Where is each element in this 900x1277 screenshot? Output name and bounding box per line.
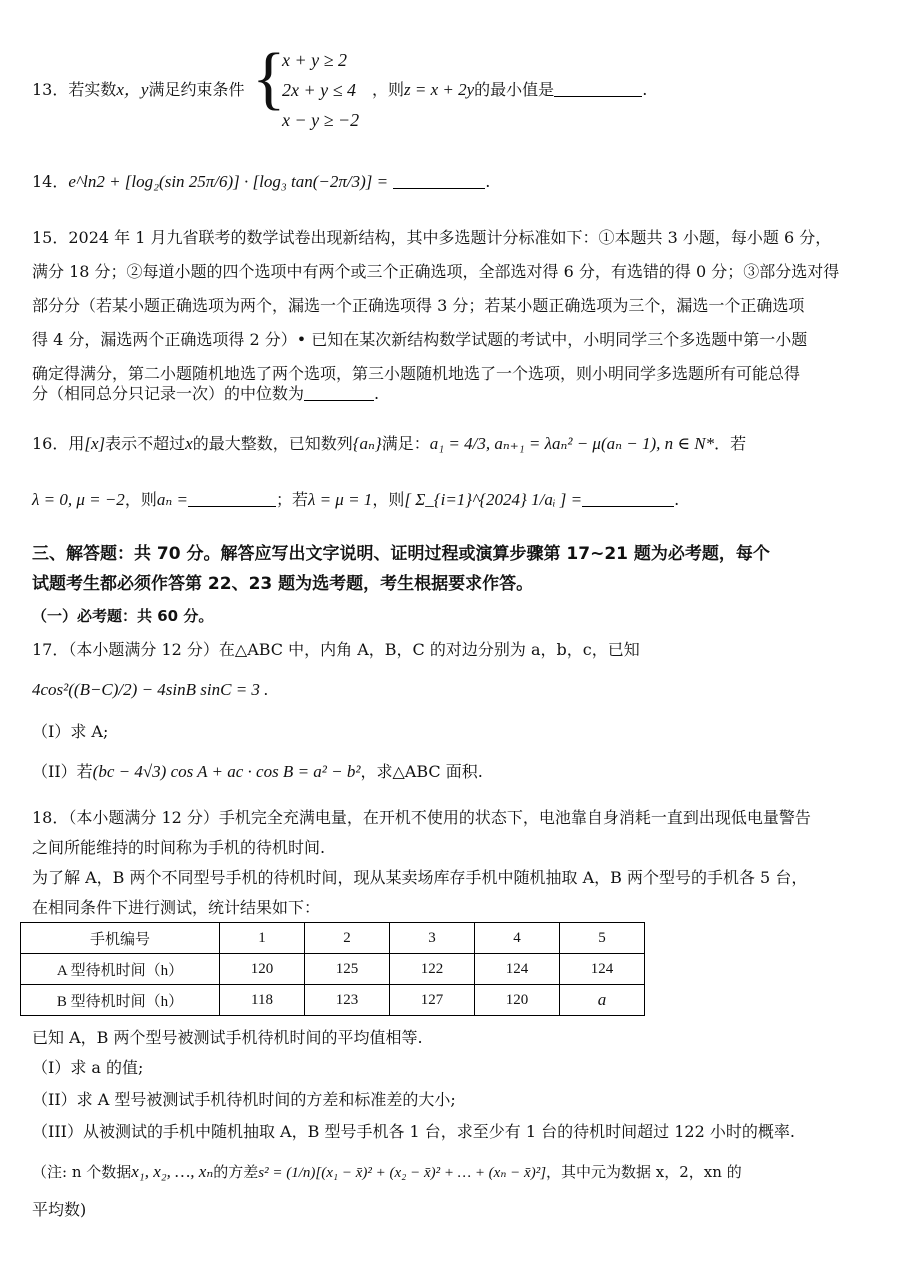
q16-line-2	[32, 490, 679, 510]
table-header-cell: 3	[390, 923, 475, 954]
q15-line-6	[32, 384, 379, 404]
q14-number: 14．	[32, 172, 69, 191]
standby-time-table	[20, 922, 645, 1016]
q17-part-2	[32, 762, 483, 782]
table-cell: 123	[305, 985, 390, 1016]
q16-text-c: 表示不超过	[105, 434, 186, 453]
q18-line-1: 18．（本小题满分 12 分）手机完全充满电量，在开机不使用的状态下，电池靠自身消耗一直到出现低电量警告	[32, 808, 811, 827]
q18-after-table: 已知 A，B 两个型号被测试手机待机时间的平均值相等.	[32, 1028, 423, 1047]
q18-note-text-a: （注: n 个数据	[32, 1163, 132, 1181]
q16-case-1: λ = 0, μ = −2	[32, 490, 125, 509]
q13-vars: x，y	[116, 80, 149, 99]
q15-end: .	[374, 384, 380, 403]
table-cell: 124	[560, 954, 645, 985]
q18-part-1: （I）求 a 的值;	[32, 1058, 144, 1077]
table-cell: A 型待机时间（h）	[21, 954, 220, 985]
q16-line-1	[32, 434, 746, 454]
q13-constraint-3: x − y ≥ −2	[282, 110, 360, 130]
section-subtitle: （一）必考题：共 60 分。	[32, 607, 214, 625]
table-cell: 120	[475, 985, 560, 1016]
table-header-cell: 5	[560, 923, 645, 954]
table-row	[21, 985, 645, 1016]
table-cell: a	[560, 985, 645, 1016]
table-cell: 125	[305, 954, 390, 985]
q13-constraint-1: x + y ≥ 2	[282, 50, 348, 70]
q15-line-1: 15．2024 年 1 月九省联考的数学试卷出现新结构，其中多选题计分标准如下：①本题共 3 小题，每小题 6 分，	[32, 228, 832, 247]
q13-answer-blank	[554, 82, 642, 97]
q16-answer-blank-2	[582, 492, 674, 507]
q14-expression: e^ln2 + [log₂(sin 25π/6)] · [log₃ tan(−2π/3)] =	[68, 172, 389, 191]
q18-note-data: x₁, x₂, …, xₙ	[131, 1162, 214, 1181]
q16-text-b: ，则	[124, 490, 157, 509]
q16-case-2: λ = μ = 1	[307, 490, 373, 509]
q15-line-4: 得 4 分，漏选两个正确选项得 2 分）• 已知在某次新结构数学试题的考试中，小明同学三个多选题中第一小题	[32, 330, 808, 349]
table-cell: 124	[475, 954, 560, 985]
q18-line-4: 在相同条件下进行测试，统计结果如下：	[32, 898, 321, 917]
q14-end: .	[485, 172, 491, 191]
table-cell: 120	[220, 954, 305, 985]
q18-part-3: （III）从被测试的手机中随机抽取 A，B 型号手机各 1 台，求至少有 1 台的待机时间超过 122 小时的概率.	[32, 1122, 795, 1141]
q14-line	[32, 172, 490, 192]
q13-line	[32, 80, 245, 100]
q17-part2-equation: (bc − 4√3) cos A + ac · cos B = a² − b²	[92, 762, 361, 781]
table-header-cell: 4	[475, 923, 560, 954]
q13-number: 13．	[32, 80, 69, 99]
q17-part2-tail: ，求△ABC 面积.	[360, 762, 483, 781]
table-cell: 122	[390, 954, 475, 985]
q16-text-g: 满足：	[381, 434, 430, 453]
table-cell: 127	[390, 985, 475, 1016]
table-row	[21, 954, 645, 985]
q16-text-e: 的最大整数，已知数列	[192, 434, 353, 453]
q18-variance-formula: s² = (1/n)[(x₁ − x̄)² + (x₂ − x̄)² + … + (xₙ − x̄)²]	[258, 1165, 547, 1181]
q16-answer-blank-1	[188, 492, 276, 507]
table-header-cell: 手机编号	[21, 923, 220, 954]
section-title-2: 试题考生都必须作答第 22、23 题为选考题，考生根据要求作答。	[32, 574, 534, 594]
q18-part-2: （II）求 A 型号被测试手机待机时间的方差和标准差的大小;	[32, 1090, 456, 1109]
q13-text-2: 满足约束条件	[148, 80, 245, 99]
q16-sequence: {aₙ}	[352, 434, 382, 453]
q18-note-text-c: 的方差	[213, 1163, 259, 1181]
table-header-row	[21, 923, 645, 954]
q14-answer-blank	[393, 174, 485, 189]
table-header-cell: 2	[305, 923, 390, 954]
q15-line-2: 满分 18 分；②每道小题的四个选项中有两个或三个正确选项，全部选对得 6 分，有选错的得 0 分；③部分选对得	[32, 262, 840, 281]
q15-last-text: 分（相同总分只记录一次）的中位数为	[32, 384, 305, 403]
q16-text-a: 16．用	[32, 434, 85, 453]
q18-line-3: 为了解 A，B 两个不同型号手机的待机时间，现从某卖场库存手机中随机抽取 A，B 两个型号的手机各 5 台，	[32, 868, 808, 887]
table-cell: 118	[220, 985, 305, 1016]
q13-end: .	[642, 80, 648, 99]
q15-line-3: 部分分（若某小题正确选项为两个，漏选一个正确选项得 3 分；若某小题正确选项为三个，漏选一个正确选项	[32, 296, 805, 315]
q16-floor: [x]	[84, 434, 106, 453]
q13-tail-text-2: 的最小值是	[474, 80, 555, 99]
table-header-cell: 1	[220, 923, 305, 954]
q16-an: aₙ =	[156, 490, 188, 509]
q16-end: .	[674, 490, 680, 509]
q17-part2-text: （II）若	[32, 762, 93, 781]
q18-note-end: 平均数)	[32, 1200, 87, 1219]
q16-sum: [ Σ_{i=1}^{2024} 1/aᵢ ] =	[404, 490, 583, 509]
q18-note	[32, 1162, 742, 1183]
q17-part-1: （I）求 A;	[32, 722, 109, 741]
q13-tail	[372, 80, 647, 100]
q16-text-f: ，则	[372, 490, 405, 509]
q16-text-i: ．若	[714, 434, 747, 453]
section-title-1: 三、解答题：共 70 分。解答应写出文字说明、证明过程或演算步骤第 17~21 题为必考题，每个	[32, 544, 770, 564]
q15-line-5: 确定得满分，第二小题随机地选了两个选项，第三小题随机地选了一个选项，则小明同学多选题所有可能总得	[32, 364, 801, 383]
q17-line-1: 17．（本小题满分 12 分）在△ABC 中，内角 A，B，C 的对边分别为 a，b，c，已知	[32, 640, 640, 659]
q13-constraint-2: 2x + y ≤ 4	[282, 80, 357, 100]
q15-answer-blank	[304, 386, 374, 401]
q17-condition: 4cos²((B−C)/2) − 4sinB sinC = 3 .	[32, 680, 269, 699]
q16-var-x: x	[185, 434, 193, 453]
table-cell: B 型待机时间（h）	[21, 985, 220, 1016]
q16-text-d: ；若	[275, 490, 308, 509]
q13-brace: {	[252, 40, 286, 117]
q13-tail-text: ，则	[372, 80, 405, 99]
q18-line-2: 之间所能维持的时间称为手机的待机时间.	[32, 838, 326, 857]
q13-text: 若实数	[68, 80, 117, 99]
q18-note-text-e: ，其中元为数据 x，2，xn 的	[546, 1163, 742, 1181]
q13-objective: z = x + 2y	[404, 80, 475, 99]
q16-recurrence: a₁ = 4/3, aₙ₊₁ = λaₙ² − μ(aₙ − 1), n ∈ N*	[429, 434, 715, 453]
